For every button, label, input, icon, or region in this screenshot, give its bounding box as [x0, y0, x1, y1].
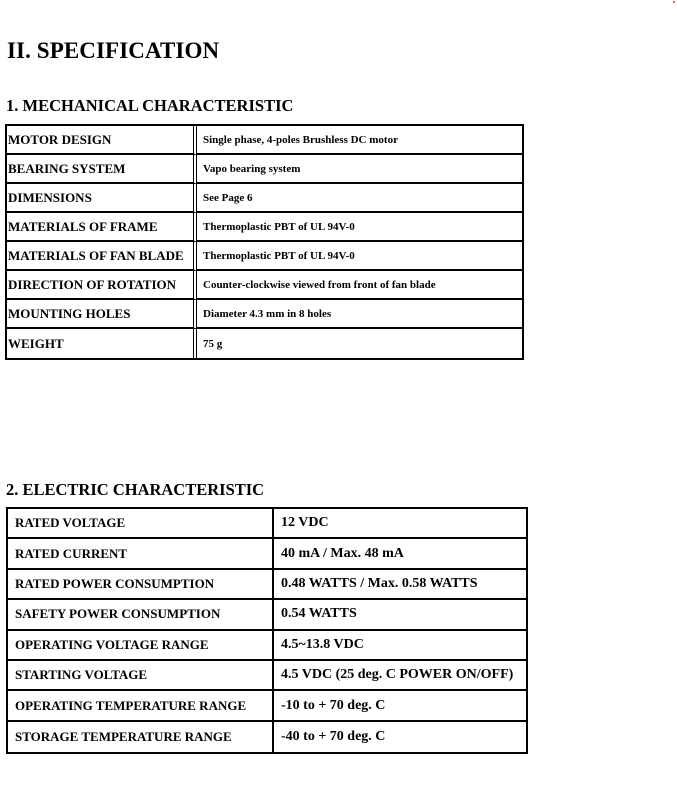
spec-key: BEARING SYSTEM: [7, 155, 197, 184]
mechanical-spec-table: [5, 124, 524, 360]
spec-value: -40 to + 70 deg. C: [281, 728, 386, 744]
spec-key: MOUNTING HOLES: [7, 300, 197, 329]
table-row: [8, 722, 526, 752]
electric-spec-table: [6, 507, 528, 754]
spec-value: Thermoplastic PBT of UL 94V-0: [197, 242, 522, 271]
table-row: [8, 631, 526, 661]
spec-key: SAFETY POWER CONSUMPTION: [8, 600, 274, 630]
spec-key: WEIGHT: [7, 329, 197, 358]
spec-value: Thermoplastic PBT of UL 94V-0: [197, 213, 522, 242]
spec-value: See Page 6: [197, 184, 522, 213]
table-row: [7, 213, 522, 242]
spec-value: Counter-clockwise viewed from front of fan blade: [197, 271, 522, 300]
table-row: [7, 184, 522, 213]
table-row: [8, 509, 526, 539]
table-row: [7, 329, 522, 358]
spec-key: STORAGE TEMPERATURE RANGE: [8, 722, 274, 752]
spec-key: OPERATING TEMPERATURE RANGE: [8, 691, 274, 721]
table-row: [8, 691, 526, 721]
spec-value: 4.5~13.8 VDC: [274, 631, 526, 661]
table-row: [7, 300, 522, 329]
table-row: [7, 242, 522, 271]
spec-key: MATERIALS OF FRAME: [7, 213, 197, 242]
spec-key: RATED CURRENT: [8, 539, 274, 569]
spec-key: OPERATING VOLTAGE RANGE: [8, 631, 274, 661]
table-row: [7, 155, 522, 184]
spec-value: 75 g: [203, 337, 223, 350]
spec-value: Single phase, 4-poles Brushless DC motor: [197, 126, 522, 155]
spec-key: DIRECTION OF ROTATION: [7, 271, 197, 300]
spec-value: -10 to + 70 deg. C: [274, 691, 526, 721]
spec-value: 12 VDC: [274, 509, 526, 539]
spec-key: RATED VOLTAGE: [8, 509, 274, 539]
table-row: [8, 539, 526, 569]
table-row: [8, 570, 526, 600]
table-row: [8, 661, 526, 691]
spec-key: STARTING VOLTAGE: [8, 661, 274, 691]
spec-key: RATED POWER CONSUMPTION: [8, 570, 274, 600]
corner-mark: [673, 1, 675, 3]
spec-value: 0.48 WATTS / Max. 0.58 WATTS: [274, 570, 526, 600]
mechanical-section-heading: 1. MECHANICAL CHARACTERISTIC: [6, 96, 294, 115]
table-row: [7, 271, 522, 300]
spec-key: MATERIALS OF FAN BLADE: [7, 242, 197, 271]
spec-value: Diameter 4.3 mm in 8 holes: [197, 300, 522, 329]
spec-value: 0.54 WATTS: [274, 600, 526, 630]
spec-value: 4.5 VDC (25 deg. C POWER ON/OFF): [274, 661, 526, 691]
spec-key: DIMENSIONS: [7, 184, 197, 213]
table-row: [7, 126, 522, 155]
spec-value: 40 mA / Max. 48 mA: [274, 539, 526, 569]
page-title: II. SPECIFICATION: [7, 38, 220, 63]
spec-value: Vapo bearing system: [197, 155, 522, 184]
electric-section-heading: 2. ELECTRIC CHARACTERISTIC: [6, 480, 265, 499]
table-row: [8, 600, 526, 630]
spec-key: MOTOR DESIGN: [7, 126, 197, 155]
